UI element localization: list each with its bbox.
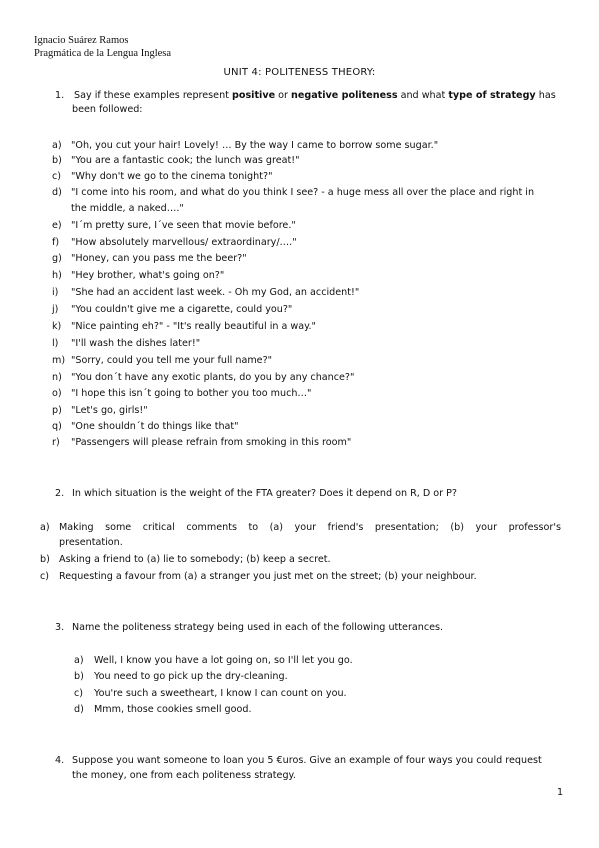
- example-item: "I hope this isn´t going to bother you too much…": [71, 388, 312, 399]
- list-item: Requesting a favour from (a) a stranger you just met on the street; (b) your neighbour.: [59, 571, 477, 582]
- item-label: j): [52, 304, 59, 315]
- example-item: "Passengers will please refrain from smoking in this room": [71, 437, 352, 448]
- item-label: a): [40, 522, 50, 533]
- question-number: 2.: [55, 488, 65, 499]
- item-label: q): [52, 421, 62, 432]
- question-text-part: has: [535, 90, 556, 101]
- question-text: [74, 90, 556, 102]
- example-item: "You couldn't give me a cigarette, could you?": [71, 304, 293, 315]
- example-item: "She had an accident last week. - Oh my God, an accident!": [71, 287, 360, 298]
- example-item: "Why don't we go to the cinema tonight?": [71, 171, 273, 182]
- item-label: p): [52, 405, 62, 416]
- item-label: a): [74, 655, 84, 666]
- list-item: Well, I know you have a lot going on, so I'll let you go.: [94, 655, 353, 666]
- page-title: UNIT 4: POLITENESS THEORY:: [223, 67, 376, 78]
- item-label: f): [52, 237, 60, 248]
- question-text-part: or: [275, 90, 291, 101]
- list-item: You need to go pick up the dry-cleaning.: [94, 671, 288, 682]
- item-label: g): [52, 253, 62, 264]
- example-item: "How absolutely marvellous/ extraordinary/….": [71, 237, 297, 248]
- list-item: You're such a sweetheart, I know I can count on you.: [94, 688, 347, 699]
- bold-negative-politeness: negative politeness: [291, 90, 398, 101]
- item-label: o): [52, 388, 62, 399]
- example-item: "Oh, you cut your hair! Lovely! … By the way I came to borrow some sugar.": [71, 140, 439, 151]
- item-label: b): [52, 155, 62, 166]
- example-item: "I come into his room, and what do you think I see? - a huge mess all over the place and right in: [71, 187, 535, 198]
- item-label: e): [52, 220, 62, 231]
- question-text: In which situation is the weight of the FTA greater? Does it depend on R, D or P?: [72, 488, 458, 499]
- example-item: "You don´t have any exotic plants, do you by any chance?": [71, 372, 355, 383]
- example-item: "Hey brother, what's going on?": [71, 270, 225, 281]
- question-number: 3.: [55, 622, 65, 633]
- item-label: d): [74, 704, 84, 715]
- item-label: a): [52, 140, 62, 151]
- page-number: 1: [557, 787, 564, 798]
- bold-positive: positive: [231, 90, 276, 101]
- item-label: n): [52, 372, 62, 383]
- item-label: l): [52, 338, 59, 349]
- example-item: "One shouldn´t do things like that": [71, 421, 239, 432]
- example-item: "I´m pretty sure, I´ve seen that movie before.": [71, 220, 296, 231]
- item-label: k): [52, 321, 62, 332]
- question-text-continued: been followed:: [72, 104, 143, 115]
- example-item: "I'll wash the dishes later!": [71, 338, 201, 349]
- item-label: c): [52, 171, 62, 182]
- author-name: Ignacio Suárez Ramos: [34, 35, 129, 46]
- example-item-continued: the middle, a naked….": [71, 203, 184, 214]
- item-label: b): [74, 671, 84, 682]
- item-label: c): [74, 688, 84, 699]
- item-label: h): [52, 270, 62, 281]
- example-item: "Sorry, could you tell me your full name?": [71, 355, 273, 366]
- question-text: Suppose you want someone to loan you 5 €uros. Give an example of four ways you could request: [72, 755, 542, 766]
- item-label: i): [52, 287, 59, 298]
- item-label: d): [52, 187, 62, 198]
- bold-type-of-strategy: type of strategy: [448, 90, 536, 101]
- question-text: Name the politeness strategy being used in each of the following utterances.: [72, 622, 444, 633]
- item-label: b): [40, 554, 50, 565]
- question-text-part: and what: [397, 90, 449, 101]
- course-name: Pragmática de la Lengua Inglesa: [34, 48, 172, 59]
- list-item: Asking a friend to (a) lie to somebody; (b) keep a secret.: [59, 554, 331, 565]
- item-label: r): [52, 437, 60, 448]
- item-label: c): [40, 571, 50, 582]
- list-item: Mmm, those cookies smell good.: [94, 704, 252, 715]
- list-item-continued: presentation.: [59, 537, 123, 548]
- example-item: "Let's go, girls!": [71, 405, 148, 416]
- list-item: Making some critical comments to (a) your friend's presentation; (b) your professor's: [59, 522, 561, 533]
- question-text-continued: the money, one from each politeness strategy.: [72, 770, 296, 781]
- question-number: 1.: [55, 90, 65, 101]
- example-item: "Nice painting eh?" - "It's really beautiful in a way.": [71, 321, 316, 332]
- question-number: 4.: [55, 755, 65, 766]
- item-label: m): [52, 355, 66, 366]
- question-text-part: Say if these examples represent: [74, 90, 232, 101]
- example-item: "Honey, can you pass me the beer?": [71, 253, 247, 264]
- example-item: "You are a fantastic cook; the lunch was great!": [71, 155, 300, 166]
